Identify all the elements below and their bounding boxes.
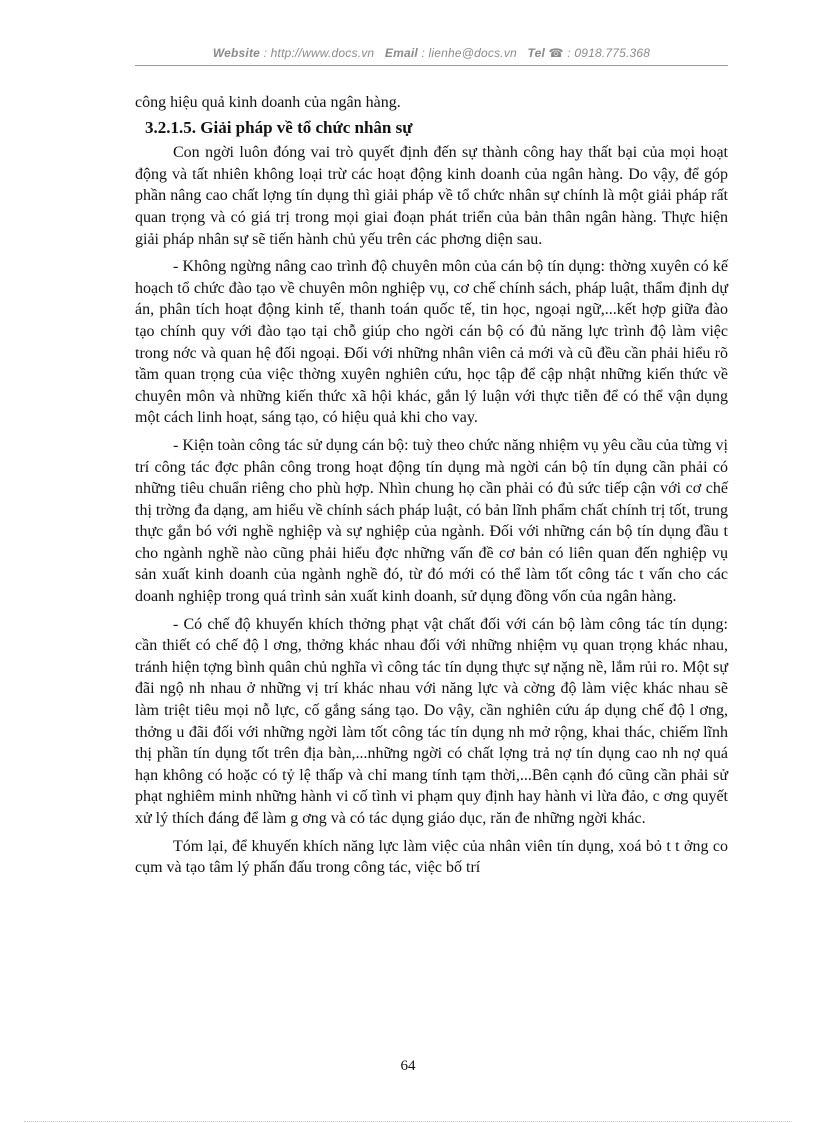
page-body [135, 92, 728, 885]
email-value: : lienhe@docs.vn [421, 46, 517, 60]
header-divider [135, 65, 728, 66]
tel-value: ☎ : 0918.775.368 [548, 46, 651, 60]
paragraph-1: Con ngời luôn đóng vai trò quyết định đến sự thành công hay thất bại của mọi hoạt động và tất nhiên không loại trừ các hoạt động kinh doanh của ngân hàng. Do vậy, để góp phần nâng cao chất lợng tín dụng thì giải pháp về tổ chức nhân sự chính là một giải pháp rất quan trọng và có giá trị trong mọi giai đoạn phát triển của bản thân ngân hàng. Thực hiện giải pháp nhân sự sẽ tiến hành chủ yếu trên các phơng diện sau. [135, 144, 728, 248]
paragraph-2: - Không ngừng nâng cao trình độ chuyên môn của cán bộ tín dụng: thờng xuyên có kế hoạch tổ chức đào tạo về chuyên môn nghiệp vụ, cơ chế chính sách, pháp luật, thẩm định dự án, phân tích hoạt động kinh tế, thanh toán quốc tế, tin học, ngoại ngữ,...kết hợp giữa đào tạo chính quy với đào tạo tại chỗ giúp cho ngời cán bộ có đủ năng lực trình độ làm việc trong nớc và quan hệ đối ngoại. Đối với những nhân viên cả mới và cũ đều cần phải hiểu rõ tầm quan trọng của việc thờng xuyên nghiên cứu, học tập để cập nhật những kiến thức về chuyên môn và những kiến thức xã hội khác, gắn lý luận với thực tiễn để có thể vận dụng một cách linh hoạt, sáng tạo, có hiệu quả khi cho vay. [135, 258, 728, 427]
paragraph-5: Tóm lại, để khuyến khích năng lực làm việc của nhân viên tín dụng, xoá bỏ t t ởng co cụm và tạo tâm lý phấn đấu trong công tác, việc bố trí [135, 837, 728, 877]
page-number: 64 [400, 1058, 416, 1074]
section-title: 3.2.1.5. Giải pháp về tổ chức nhân sự [145, 117, 413, 137]
tel-label: Tel [527, 46, 546, 60]
page-header [135, 46, 728, 60]
email-label: Email [384, 46, 418, 60]
website-label: Website [212, 46, 261, 60]
continuation-line: công hiệu quả kinh doanh của ngân hàng. [135, 94, 401, 111]
footer-divider [24, 1121, 792, 1122]
paragraph-3: - Kiện toàn công tác sử dụng cán bộ: tuỳ theo chức năng nhiệm vụ yêu cầu của từng vị trí công tác đợc phân công trong hoạt động tín dụng mà ngời cán bộ tín dụng cần phải có những tiêu chuẩn riêng cho phù hợp. Nhìn chung họ cần phải có đủ sức tiếp cận với cơ chế thị trờng đa dạng, am hiểu về chính sách pháp luật, có bản lĩnh phẩm chất chính trị tốt, trung thực gắn bó với nghề nghiệp và sự nghiệp của ngành. Đối với những cán bộ tín dụng đầu t cho ngành nghề nào cũng phải hiểu đợc những vấn đề cơ bản có liên quan đến nghiệp vụ sản xuất kinh doanh của ngành nghề đó, từ đó mới có thể làm tốt công tác t vấn cho các doanh nghiệp trong quá trình sản xuất kinh doanh, sử dụng đồng vốn của ngân hàng. [135, 436, 728, 606]
website-value: : http://www.docs.vn [263, 46, 375, 60]
paragraph-4: - Có chế độ khuyến khích thởng phạt vật chất đối với cán bộ làm công tác tín dụng: cần thiết có chế độ l ơng, thởng khác nhau đối với những nhiệm vụ quan trọng khác nhau, tránh hiện tợng bình quân chủ nghĩa vì công tác tín dụng thực sự nặng nề, lắm rủi ro. Một sự đãi ngộ nh nhau ở những vị trí khác nhau với năng lực và cờng độ làm việc khác nhau sẽ làm triệt tiêu mọi nỗ lực, cố gắng sáng tạo. Do vậy, cần nghiên cứu áp dụng chế độ l ơng, thởng u đãi đối với những ngời làm tốt công tác tín dụng nh mở rộng, khai thác, chiếm lĩnh thị phần tín dụng tốt trên địa bàn,...những ngời có chất lợng trả nợ tín dụng cao nh nợ quá hạn không có hoặc có tỷ lệ thấp và chỉ mang tính tạm thời,...Bên cạnh đó cũng cần phải sử phạt nghiêm minh những hành vi cố tình vi phạm quy định hay hành vi lừa đảo, c ơng quyết xử lý thích đáng để làm g ơng và có tác dụng giáo dục, răn đe những ngời khác. [135, 615, 728, 827]
